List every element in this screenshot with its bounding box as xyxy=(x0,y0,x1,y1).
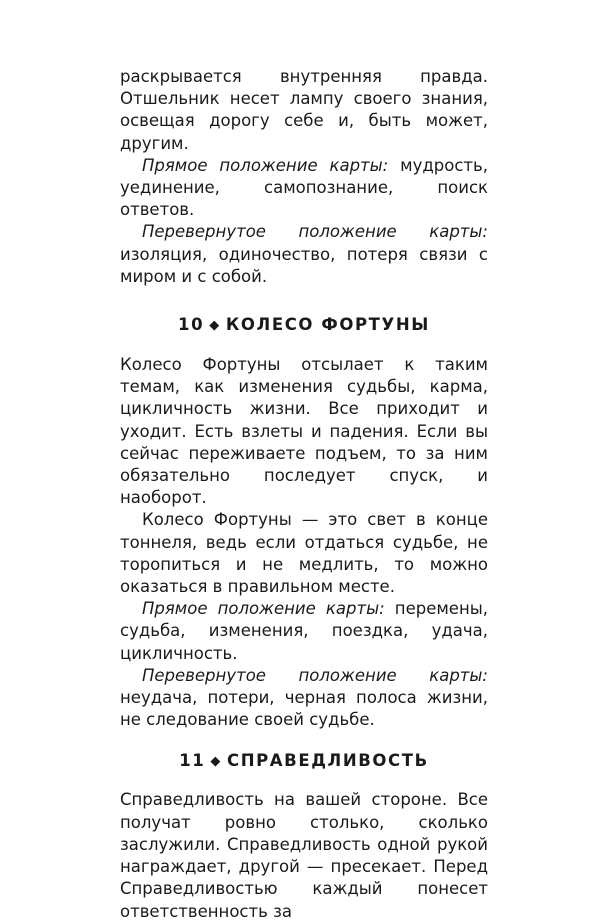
intro-paragraph: раскрывается внутренняя правда. Отшельник несет лампу своего знания, освещая дорогу себе и, быть может, другим. xyxy=(120,67,488,153)
reversed-label: Перевернутое положение карты: xyxy=(142,222,488,242)
section-title: КОЛЕСО ФОРТУНЫ xyxy=(225,315,430,335)
upright-text: перемены, судьба, изменения, поездка, удача, цикличность. xyxy=(120,599,488,663)
intro-upright-meaning xyxy=(120,155,488,222)
section-11-heading xyxy=(120,750,488,773)
reversed-text: неудача, потери, черная полоса жизни, не следование своей судьбе. xyxy=(120,688,488,730)
section-number: 10 xyxy=(178,315,205,335)
section-10-paragraph-2: Колесо Фортуны — это свет в конце тоннеля, ведь если отдаться судьбе, не торопиться и не медлить, то можно оказаться в правильном месте. xyxy=(120,510,488,597)
upright-text: мудрость, уединение, самопознание, поиск ответов. xyxy=(120,155,488,220)
upright-label: Прямое положение карты: xyxy=(142,599,385,619)
diamond-icon: ◆ xyxy=(210,754,222,770)
section-11-paragraph-1: Справедливость на вашей стороне. Все получат ровно столько, сколько заслужили. Справедливость одной рукой награждает, другой — пресекает. Перед Справедливостью каждый понесет ответственность за xyxy=(120,790,488,921)
reversed-text: изоляция, одиночество, потеря связи с миром и с собой. xyxy=(120,244,488,286)
diamond-icon: ◆ xyxy=(209,318,221,334)
book-page xyxy=(120,66,488,923)
section-10-upright-meaning xyxy=(120,598,488,665)
section-10-paragraph-1: Колесо Фортуны отсылает к таким темам, как изменения судьбы, карма, цикличность жизни. Все приходит и уходит. Есть взлеты и падения. Если вы сейчас переживаете подъем, то за ним обязательно последует спуск, и наоборот. xyxy=(120,355,488,508)
section-10-reversed-meaning xyxy=(120,665,488,732)
section-title: СПРАВЕДЛИВОСТЬ xyxy=(227,751,429,771)
reversed-label: Перевернутое положение карты: xyxy=(142,665,488,685)
section-10-heading xyxy=(120,314,488,337)
section-number: 11 xyxy=(179,751,206,771)
intro-reversed-meaning xyxy=(120,221,488,288)
upright-label: Прямое положение карты: xyxy=(142,155,389,175)
